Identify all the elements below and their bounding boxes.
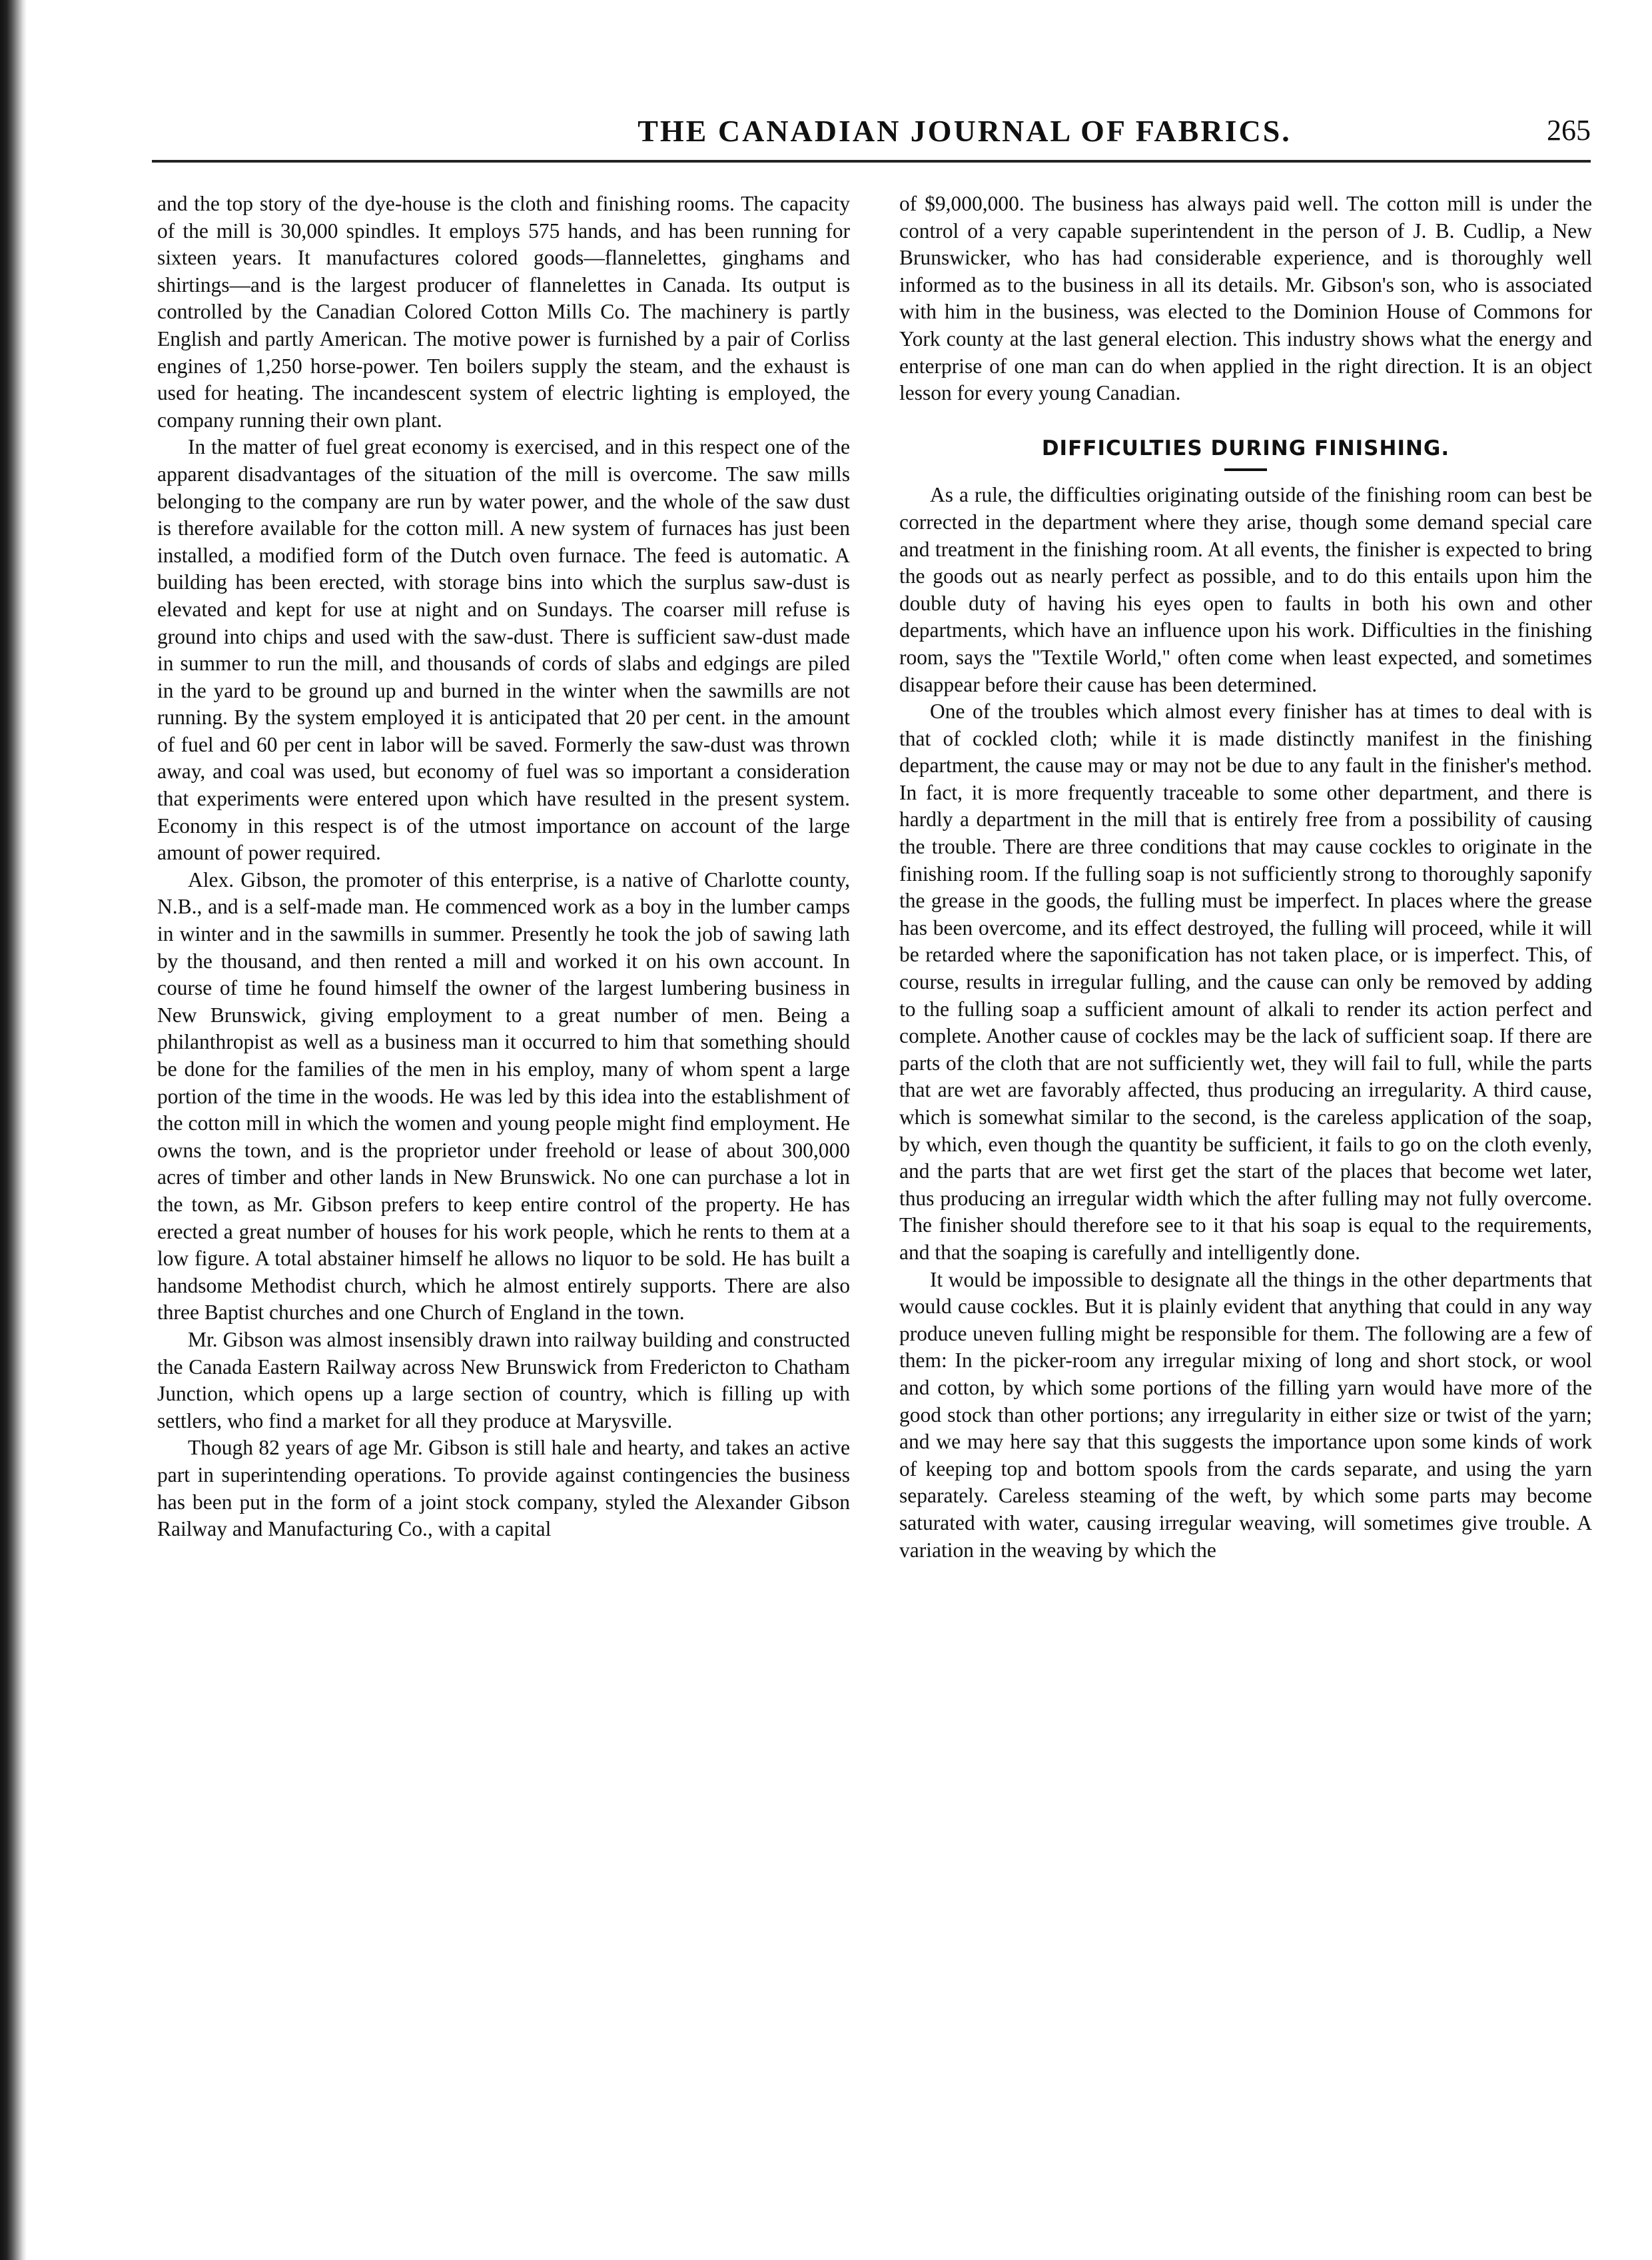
section-heading: DIFFICULTIES DURING FINISHING. (1041, 436, 1450, 460)
left-paragraph-4: Mr. Gibson was almost insensibly drawn into railway building and constructed the Canada Eastern Railway across New Brunswick from Fredericton to Chatham Junction, which opens up a large section of country, which is filling up with settlers, who find a market for all they produce at Marysville. (157, 1327, 850, 1432)
left-paragraph-3: Alex. Gibson, the promoter of this enterprise, is a native of Charlotte county, N.B., and is a self-made man. He commenced work as a boy in the lumber camps in winter and in the sawmills in summer. Presently he took the job of sawing lath by the thousand, and then rented a mill and worked it on his own account. In course of time he found himself the owner of the largest lumbering business in New Brunswick, giving employment to a great number of men. Being a philanthropist as well as a business man it occurred to him that something should be done for the families of the men in his employ, many of whom spent a large portion of the time in the woods. He was led by this idea into the establishment of the cotton mill in which the women and young people might find employment. He owns the town, and is the proprietor under freehold or lease of about 300,000 acres of timber and other lands in New Brunswick. No one can purchase a lot in the town, as Mr. Gibson prefers to keep entire control of the property. He has erected a great number of houses for his work people, which he rents to them at a low figure. A total abstainer himself he allows no liquor to be sold. He has built a handsome Methodist church, which he almost entirely supports. There are also three Baptist churches and one Church of England in the town. (157, 867, 850, 1325)
left-paragraph-5: Though 82 years of age Mr. Gibson is still hale and hearty, and takes an active part in superintending operations. To provide against contingencies the business has been put in the form of a joint stock company, styled the Alexander Gibson Railway and Manufacturing Co., with a capital (157, 1436, 850, 1541)
left-paragraph-1: and the top story of the dye-house is the cloth and finishing rooms. The capacity of the mill is 30,000 spindles. It employs 575 hands, and has been running for sixteen years. It manufactures colored goods—flannelettes, ginghams and shirtings—and is the largest producer of flannelettes in Canada. Its output is controlled by the Canadian Colored Cotton Mills Co. The machinery is partly English and partly American. The motive power is furnished by a pair of Corliss engines of 1,250 horse-power. Ten boilers supply the steam, and the exhaust is used for heating. The incandescent system of electric lighting is employed, the company running their own plant. (157, 192, 850, 432)
right-paragraph-2: One of the troubles which almost every finisher has at times to deal with is that of cockled cloth; while it is made distinctly manifest in the finishing department, the cause may or may not be due to any fault in the finisher's method. In fact, it is more frequently traceable to some other department, and there is hardly a department in the mill that is entirely free from a possibility of causing the trouble. There are three conditions that may cause cockles to originate in the finishing room. If the fulling soap is not sufficiently strong to thoroughly saponify the grease in the goods, the fulling must be imperfect. In places where the grease has been overcome, and its effect destroyed, the fulling will proceed, while it will be retarded where the saponification has not taken place, or is imperfect. This, of course, results in irregular fulling, and the cause can only be removed by adding to the fulling soap a sufficient amount of alkali to render its action perfect and complete. Another cause of cockles may be the lack of sufficient soap. If there are parts of the cloth that are not sufficiently wet, they will fail to full, while the parts that are wet are favorably affected, thus producing an irregularity. A third cause, which is somewhat similar to the second, is the careless application of the soap, by which, even though the quantity be sufficient, it fails to go on the cloth evenly, and the parts that are wet first get the start of the places that become wet later, thus producing an irregular width which the after fulling may not fully overcome. The finisher should therefore see to it that his soap is equal to the requirements, and that the soaping is carefully and intelligently done. (899, 700, 1592, 1264)
right-column (899, 191, 1592, 2143)
left-paragraph-2: In the matter of fuel great economy is exercised, and in this respect one of the apparent disadvantages of the situation of the mill is overcome. The saw mills belonging to the company are run by water power, and the whole of the saw dust is therefore available for the cotton mill. A new system of furnaces has just been installed, a modified form of the Dutch oven furnace. The feed is automatic. A building has been erected, with storage bins into which the surplus saw-dust is elevated and kept for use at night and on Sundays. The coarser mill refuse is ground into chips and used with the saw-dust. There is sufficient saw-dust made in summer to run the mill, and thousands of cords of slabs and edgings are piled in the yard to be ground up and burned in the winter when the sawmills are not running. By the system employed it is anticipated that 20 per cent. in the amount of fuel and 60 per cent in labor will be saved. Formerly the saw-dust was thrown away, and coal was used, but economy of fuel was so important a consideration that experiments were entered upon which have resulted in the present system. Economy in this respect is of the utmost importance on account of the large amount of power required. (157, 435, 850, 865)
right-opening-paragraph: of $9,000,000. The business has always paid well. The cotton mill is under the control of a very capable superintendent in the person of J. B. Cudlip, a New Brunswicker, who has had considerable experience, and is thoroughly well informed as to the business in all its details. Mr. Gibson's son, who is associated with him in the business, was elected to the Dominion House of Commons for York county at the last general election. This industry shows what the energy and enterprise of one man can do when applied in the right direction. It is an object lesson for every young Canadian. (899, 192, 1592, 405)
right-paragraph-1: As a rule, the difficulties originating outside of the finishing room can best be corrected in the department where they arise, though some demand special care and treatment in the finishing room. At all events, the finisher is expected to bring the goods out as nearly perfect as possible, and to do this entails upon him the double duty of having his eyes open to faults in both his own and other departments, which have an influence upon his work. Difficulties in the finishing room, says the "Textile World," often come when least expected, and sometimes disappear before their cause has been determined. (899, 483, 1592, 696)
left-column (157, 191, 850, 2143)
header-rule (152, 160, 1591, 163)
page-header (152, 113, 1591, 153)
right-paragraph-3: It would be impossible to designate all the things in the other departments that would cause cockles. But it is plainly evident that anything that could in any way produce uneven fulling might be responsible for them. The following are a few of them: In the picker-room any irregular mixing of long and short stock, or wool and cotton, by which some portions of the filling yarn would have more of the good stock than other portions; any irregularity in either size or twist of the yarn; and we may here say that this suggests the importance upon some kinds of work of keeping top and bottom spools from the cards separate, and using the yarn separately. Careless steaming of the weft, by which some parts may become saturated with water, causing irregular weaving, will sometimes give trouble. A variation in the weaving by which the (899, 1267, 1592, 1562)
page-number: 265 (1547, 114, 1591, 147)
running-title: THE CANADIAN JOURNAL OF FABRICS. (637, 114, 1292, 148)
heading-rule (1224, 468, 1267, 471)
binding-edge-shadow (0, 0, 27, 2260)
